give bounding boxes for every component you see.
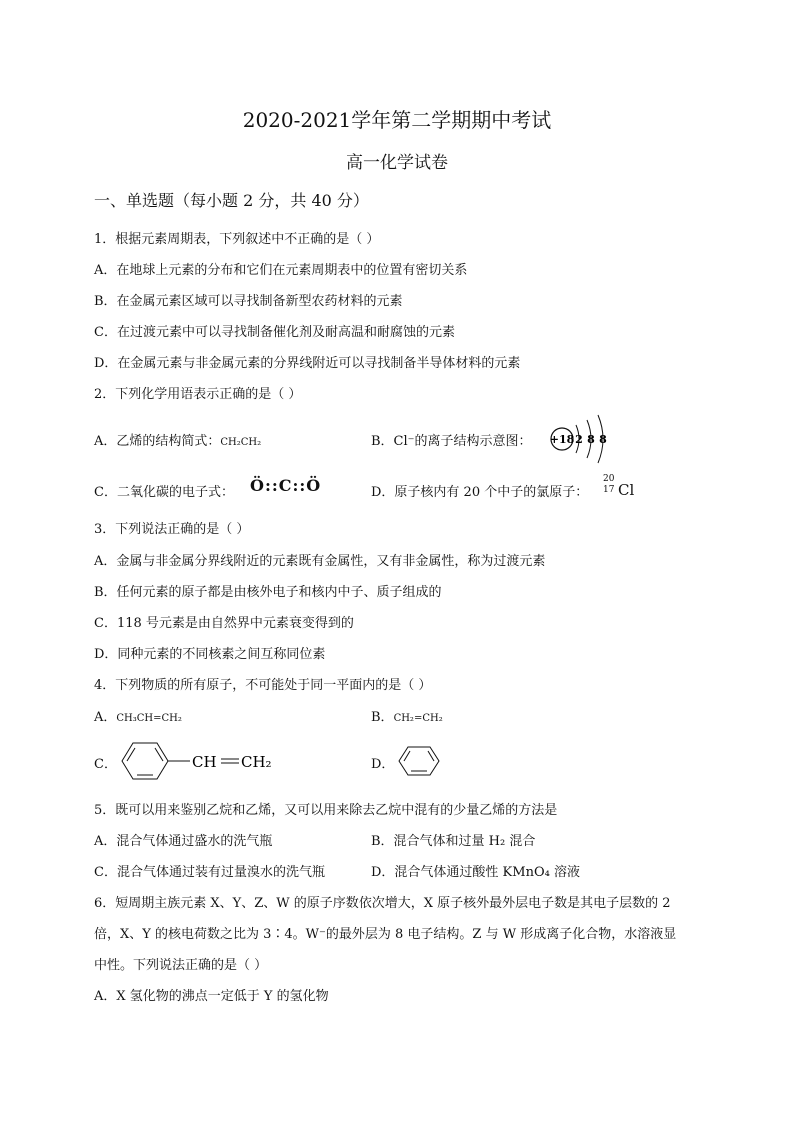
q1-option-b: B．在金属元素区域可以寻找制备新型农药材料的元素	[94, 294, 403, 309]
q6-stem-line-3: 中性。下列说法正确的是（ ）	[94, 958, 268, 973]
q1-option-c: C．在过渡元素中可以寻找制备催化剂及耐高温和耐腐蚀的元素	[94, 325, 455, 340]
q5-option-c: C．混合气体通过装有过量溴水的洗气瓶	[94, 865, 325, 880]
q3-option-b: B．任何元素的原子都是由核外电子和核内中子、质子组成的	[94, 585, 442, 600]
styrene-structure	[118, 740, 286, 782]
q4-option-d	[371, 753, 394, 772]
q6-stem-line-1: 6．短周期主族元素 X、Y、Z、W 的原子序数依次增大，X 原子核外最外层电子数是其电子层数的 2	[94, 896, 671, 911]
q2-option-d-label: D．原子核内有 20 个中子的氯原子：	[371, 485, 589, 500]
q2-option-d	[371, 481, 588, 500]
chloride-ion-diagram	[546, 412, 616, 466]
mass-number: 20	[603, 474, 615, 484]
nucleus-charge: +18	[549, 433, 575, 446]
q2-option-a-label: A．乙烯的结构简式：	[94, 434, 221, 449]
shell-3-count: 8	[599, 433, 607, 446]
nuclide-numbers	[603, 474, 614, 496]
q4-option-a-label: A．	[94, 710, 117, 725]
q4-option-b-label: B．	[371, 710, 394, 725]
q4-option-c	[94, 753, 117, 772]
section-heading: 一、单选题（每小题 2 分，共 40 分）	[94, 191, 369, 210]
benzene-ring	[122, 743, 168, 779]
q6-option-a: A．X 氢化物的沸点一定低于 Y 的氢化物	[94, 989, 329, 1004]
q4-option-c-label: C．	[94, 757, 117, 772]
q2-option-b	[371, 430, 532, 449]
q3-stem: 3．下列说法正确的是（ ）	[94, 522, 250, 537]
q4-option-b-formula: CH₂=CH₂	[393, 713, 443, 724]
co2-electron-formula: Ö::C::Ö	[250, 476, 322, 495]
chain-ch2: CH₂	[241, 753, 272, 771]
element-symbol: Cl	[618, 481, 635, 499]
q2-option-a-formula: CH₂CH₂	[220, 437, 262, 448]
q5-option-d: D．混合气体通过酸性 KMnO₄ 溶液	[371, 865, 580, 880]
exam-title: 2020-2021学年第二学期期中考试	[242, 108, 552, 132]
q3-option-d: D．同种元素的不同核素之间互称同位素	[94, 647, 326, 662]
shell-1-count: 2	[575, 433, 583, 446]
q4-option-d-label: D．	[371, 757, 395, 772]
atomic-number: 17	[603, 485, 615, 495]
q5-option-b: B．混合气体和过量 H₂ 混合	[371, 834, 536, 849]
q3-option-a: A．金属与非金属分界线附近的元素既有金属性，又有非金属性，称为过渡元素	[94, 554, 546, 569]
q6-stem-line-2: 倍，X、Y 的核电荷数之比为 3∶4。W⁻的最外层为 8 电子结构。Z 与 W 形成离子化合物，水溶液显	[94, 927, 677, 942]
q2-stem: 2．下列化学用语表示正确的是（ ）	[94, 387, 302, 402]
exam-subtitle: 高一化学试卷	[346, 153, 448, 173]
q5-stem: 5．既可以用来鉴别乙烷和乙烯，又可以用来除去乙烷中混有的少量乙烯的方法是	[94, 803, 558, 818]
q2-option-a	[94, 430, 261, 449]
q4-option-b	[371, 706, 443, 725]
q4-option-a	[94, 706, 182, 725]
q1-stem: 1．根据元素周期表，下列叙述中不正确的是（ ）	[94, 232, 380, 247]
benzene-structure	[396, 744, 442, 778]
q2-option-c-label: C．二氧化碳的电子式：	[94, 485, 234, 500]
q4-stem: 4．下列物质的所有原子，不可能处于同一平面内的是（ ）	[94, 678, 432, 693]
shell-2-count: 8	[587, 433, 595, 446]
q4-option-a-formula: CH₃CH=CH₂	[116, 713, 182, 724]
q5-option-a: A．混合气体通过盛水的洗气瓶	[94, 834, 273, 849]
chain-ch: CH	[192, 753, 217, 771]
q2-option-c	[94, 481, 234, 500]
q3-option-c: C．118 号元素是由自然界中元素衰变得到的	[94, 616, 354, 631]
q1-option-d: D．在金属元素与非金属元素的分界线附近可以寻找制备半导体材料的元素	[94, 356, 521, 371]
q1-option-a: A．在地球上元素的分布和它们在元素周期表中的位置有密切关系	[94, 263, 468, 278]
q2-option-b-label: B．Cl⁻的离子结构示意图：	[371, 434, 532, 449]
